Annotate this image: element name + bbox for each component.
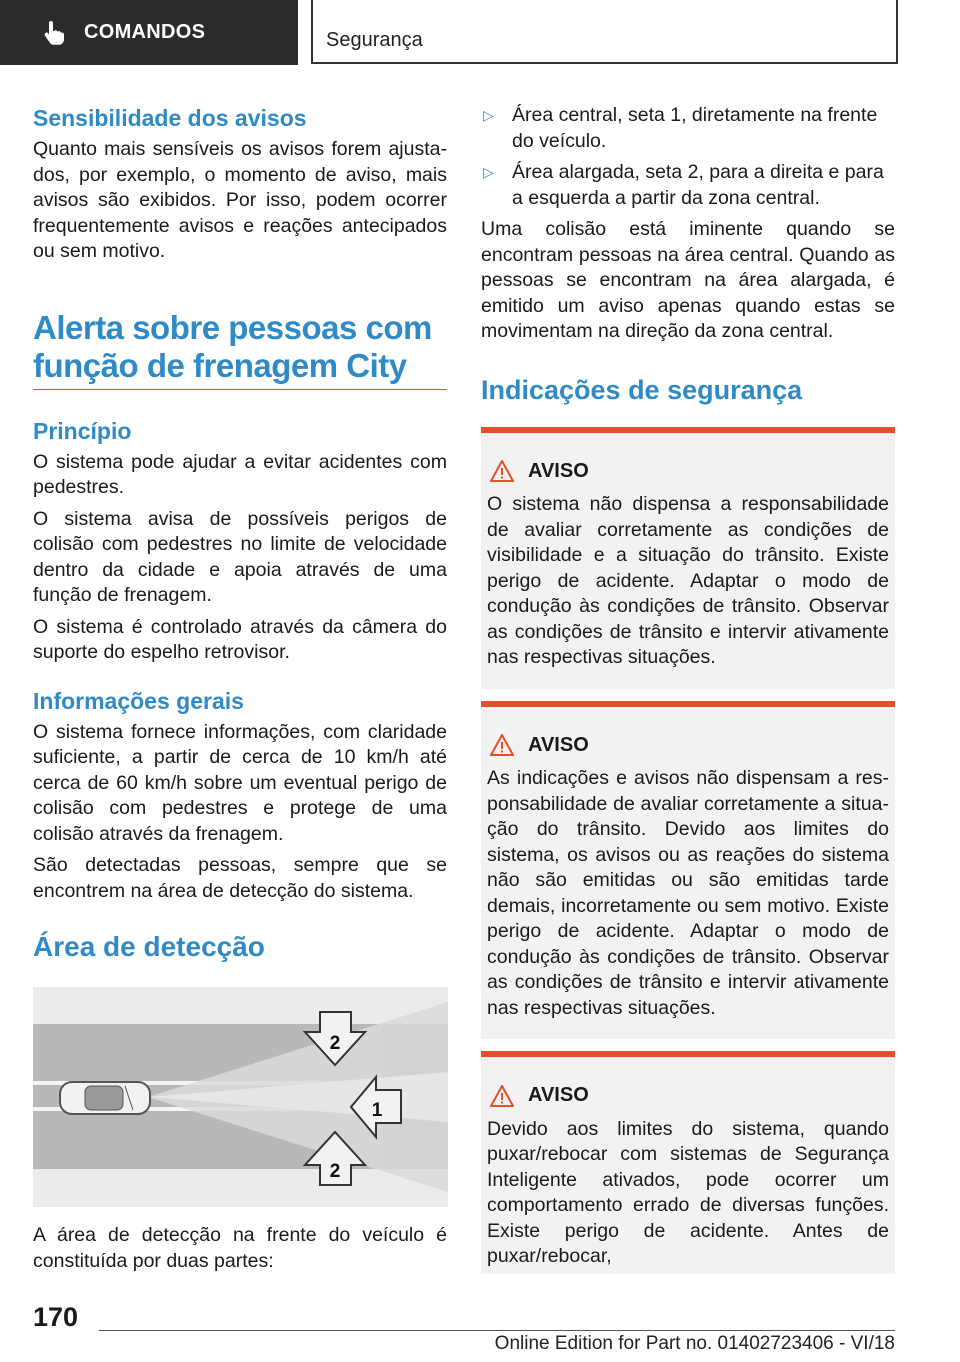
triangle-right-icon: ▷ [483, 107, 494, 123]
footer-rule [99, 1330, 895, 1331]
heading-informacoes: Informações gerais [33, 687, 244, 714]
paragraph-info-2: São detectadas pessoas, sempre que se encontrem na área de detecção do sistema. [33, 854, 447, 902]
chapter-label: COMANDOS [84, 21, 206, 43]
warning-triangle-icon [490, 460, 514, 482]
edition-info: Online Edition for Part no. 01402723406 - VI/18 [494, 1333, 895, 1354]
heading-seguranca: Indicações de segurança [481, 374, 803, 405]
detection-area-figure [33, 987, 448, 1207]
page-title: Alerta sobre pessoas com função de frenagem City [33, 308, 432, 384]
section-tab [311, 0, 898, 64]
warning-triangle-icon [490, 734, 514, 756]
right-column [481, 103, 895, 1274]
warning-title: AVISO [528, 459, 589, 482]
warning-text: As indicações e avisos não dispensam a responsabilidade de avaliar corretamente a situação do trânsito. Devido aos limites do sistema, os avisos ou as reações do sistema não são emitidas ou são emitidas tarde demais, incorretamente ou sem motivo. Existe perigo de acidente. Adaptar o modo de condução às condições de trânsito. Observar as condições de trânsito e intervir ativamente nas respectivas situações. [487, 767, 889, 1019]
list-item-text: Área alargada, seta 2, para a direita e para a esquerda a partir da zona central. [512, 161, 884, 209]
paragraph-area: A área de detecção na frente do veículo é constituída por duas partes: [33, 1224, 447, 1272]
chapter-tab [0, 0, 298, 65]
list-item [481, 103, 895, 154]
hand-pointer-icon [40, 20, 66, 46]
arrow-label-1: 1 [371, 1100, 383, 1121]
arrow-label-2-top: 2 [329, 1033, 341, 1054]
warning-title: AVISO [528, 733, 589, 756]
warning-text: O sistema não dispensa a responsabilidade de avaliar corretamente as condições de visibilidade e a situação do trânsito. Existe perigo de acidente. Adaptar o modo de condução às condições de trânsito. Observar as condições de trânsito e intervir ativamente nas respectivas situações. [487, 493, 889, 668]
page-number: 170 [33, 1302, 79, 1332]
warning-text: Devido aos limites do sistema, quando puxar/rebocar com sistemas de Segurança Inteligente ativados, pode ocorrer um comportamento errado de diversas funções. Existe perigo de acidente. Antes de puxar/rebocar, [487, 1117, 889, 1267]
warning-title: AVISO [528, 1084, 589, 1106]
triangle-right-icon: ▷ [483, 164, 494, 180]
warning-box [481, 701, 895, 1040]
heading-area-deteccao: Área de detecção [33, 931, 265, 962]
paragraph-principio-3: O sistema é controlado através da câmera do suporte do espelho retrovisor. [33, 615, 447, 663]
paragraph-principio-1: O sistema pode ajudar a evitar acidentes com pedestres. [33, 450, 447, 498]
list-item [481, 160, 895, 211]
paragraph-sensibilidade: Quanto mais sensíveis os avisos forem ajustados, por exemplo, o momento de aviso, mais avisos são exibidos. Por isso, podem ocorrer frequentemente avisos e reações antecipados ou sem motivo. [33, 138, 447, 262]
warning-box [481, 427, 895, 689]
heading-principio: Princípio [33, 417, 132, 444]
paragraph-info-1: O sistema fornece informações, com claridade suficiente, a partir de cerca de 10 km/h até cerca de 60 km/h sobre um eventual perigo de colisão com pedestres e protege de uma colisão através da frenagem. [33, 720, 447, 845]
left-column [33, 103, 447, 1280]
heading-sensibilidade: Sensibilidade dos avisos [33, 105, 307, 131]
paragraph-principio-2: O sistema avisa de possíveis perigos de colisão com pedestres no limite de velocidade dentro da cidade e apoia através de uma função de frenagem. [33, 507, 447, 606]
warning-triangle-icon [490, 1085, 514, 1107]
arrow-label-2-bottom: 2 [329, 1161, 341, 1182]
warning-box [481, 1051, 895, 1274]
detection-area-diagram [33, 987, 448, 1207]
paragraph-colisao: Uma colisão está iminente quando se encontram pessoas na área central. Quando as pessoas se encontram na área alargada, é emitido um aviso apenas quando estas se movimentam na direção da zona central. [481, 218, 895, 342]
section-label: Segurança [326, 29, 423, 51]
list-item-text: Área central, seta 1, diretamente na frente do veículo. [512, 104, 878, 152]
